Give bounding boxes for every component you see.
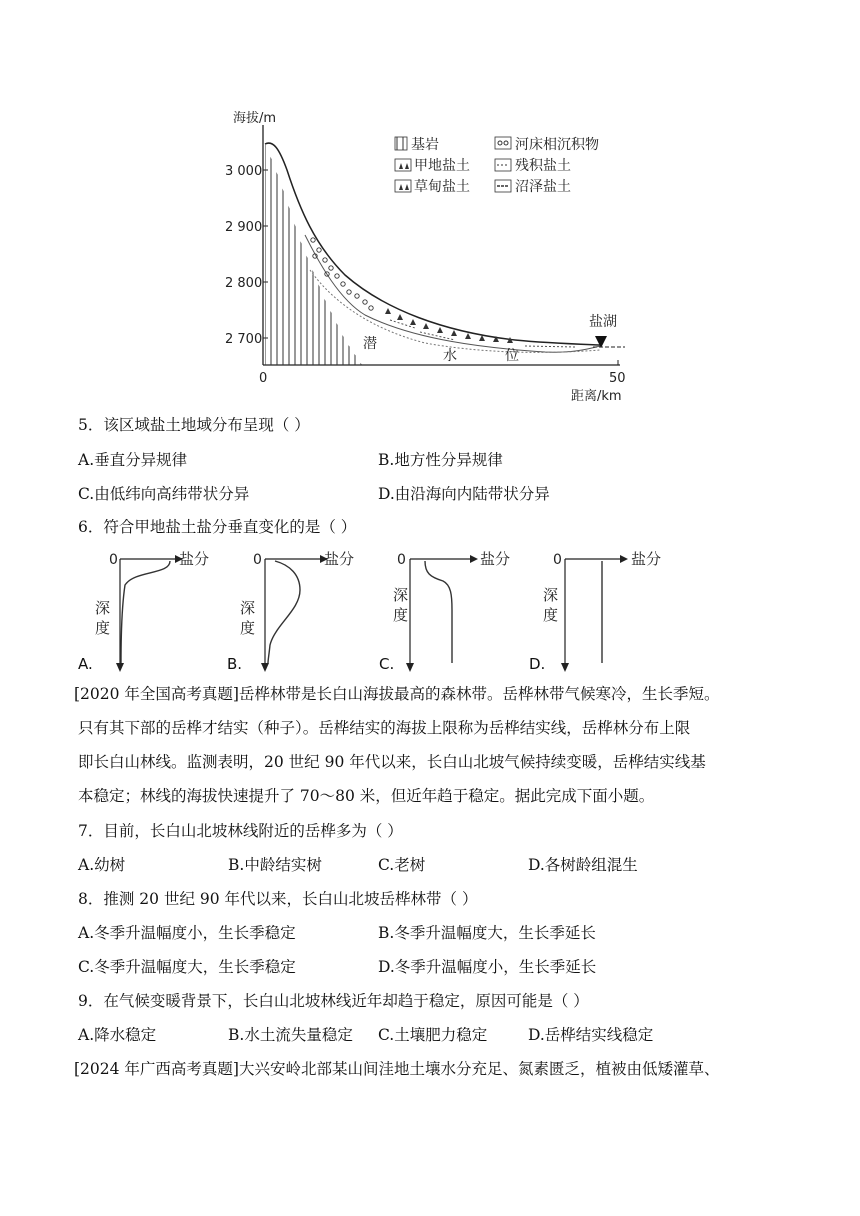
q8-option-b[interactable]: B.冬季升温幅度大，生长季延长 <box>378 924 596 942</box>
question-9-stem: 9．在气候变暖背景下，长白山北坡林线近年却趋于稳定，原因可能是（ ） <box>78 992 589 1010</box>
groundwater-label: 潜 <box>363 336 377 352</box>
passage-1-line: 本稳定；林线的海拔快速提升了 70～80 米，但近年趋于稳定。据此完成下面小题。 <box>78 787 655 805</box>
passage-1-line: 只有其下部的岳桦才结实（种子）。岳桦结实的海拔上限称为岳桦结实线，岳桦林分布上限 <box>78 719 691 737</box>
passage-2-line: [2024 年广西高考真题]大兴安岭北部某山间洼地土壤水分充足、氮素匮乏，植被由低矮灌草、 <box>74 1060 720 1078</box>
legend-bedrock: 基岩 <box>411 137 439 153</box>
svg-text:盐分: 盐分 <box>480 550 511 568</box>
q9-option-c[interactable]: C.土壤肥力稳定 <box>378 1026 488 1044</box>
q5-option-a[interactable]: A.垂直分异规律 <box>78 451 188 469</box>
y-axis-label: 海拔/m <box>233 111 277 126</box>
passage-1-line: [2020 年全国高考真题]岳桦林带是长白山海拔最高的森林带。岳桦林带气候寒冷，生长季短。 <box>74 685 720 703</box>
elevation-profile-figure <box>215 100 645 405</box>
q7-option-c[interactable]: C.老树 <box>378 856 426 874</box>
q5-option-c[interactable]: C.由低纬向高纬带状分异 <box>78 485 250 503</box>
svg-text:度: 度 <box>240 619 256 637</box>
salt-profile-graphs <box>75 545 695 675</box>
svg-text:0: 0 <box>553 552 562 568</box>
q8-option-d[interactable]: D.冬季升温幅度小，生长季延长 <box>378 958 597 976</box>
graph-d <box>529 550 661 673</box>
legend-meadow: 草甸盐土 <box>414 179 470 195</box>
svg-text:0: 0 <box>109 552 118 568</box>
q8-option-a[interactable]: A.冬季升温幅度小，生长季稳定 <box>78 924 296 942</box>
salt-lake-marker-icon <box>595 336 607 348</box>
question-5-stem: 5．该区域盐土地域分布呈现（ ） <box>78 416 310 434</box>
x-tick: 50 <box>609 371 626 386</box>
y-tick: 2 800 <box>225 276 263 291</box>
graph-a-label: A. <box>78 655 93 673</box>
graph-b-label: B. <box>227 655 243 673</box>
q7-option-d[interactable]: D.各树龄组混生 <box>528 856 638 874</box>
legend <box>395 136 599 195</box>
q9-option-d[interactable]: D.岳桦结实线稳定 <box>528 1026 654 1044</box>
q5-option-b[interactable]: B.地方性分异规律 <box>378 451 503 469</box>
svg-text:0: 0 <box>253 552 262 568</box>
passage-1-line: 即长白山林线。监测表明，20 世纪 90 年代以来，长白山北坡气候持续变暖，岳桦结实线基 <box>78 753 706 771</box>
q5-option-d[interactable]: D.由沿海向内陆带状分异 <box>378 485 550 503</box>
svg-text:深: 深 <box>543 586 559 604</box>
graph-c <box>379 550 510 673</box>
q9-option-b[interactable]: B.水土流失量稳定 <box>228 1026 353 1044</box>
svg-text:0: 0 <box>397 552 406 568</box>
svg-text:深: 深 <box>240 599 256 617</box>
y-tick: 2 900 <box>225 220 263 235</box>
graph-a <box>78 550 209 673</box>
svg-text:盐分: 盐分 <box>631 550 662 568</box>
question-8-stem: 8．推测 20 世纪 90 年代以来，长白山北坡岳桦林带（ ） <box>78 890 478 908</box>
q9-option-a[interactable]: A.降水稳定 <box>78 1026 157 1044</box>
question-6-stem: 6．符合甲地盐土盐分垂直变化的是（ ） <box>78 518 357 536</box>
svg-text:深: 深 <box>95 599 111 617</box>
groundwater-label: 水 <box>443 348 457 364</box>
q8-option-c[interactable]: C.冬季升温幅度大，生长季稳定 <box>78 958 296 976</box>
graph-d-label: D. <box>529 655 546 673</box>
q7-option-a[interactable]: A.幼树 <box>78 856 126 874</box>
svg-text:度: 度 <box>393 606 409 624</box>
question-7-stem: 7．目前，长白山北坡林线附近的岳桦多为（ ） <box>78 822 403 840</box>
legend-jiadi: 甲地盐土 <box>414 158 470 174</box>
legend-swamp: 沼泽盐土 <box>515 179 571 195</box>
graph-b <box>227 550 354 673</box>
svg-text:盐分: 盐分 <box>324 550 355 568</box>
svg-text:盐分: 盐分 <box>179 550 210 568</box>
legend-riverbed: 河床相沉积物 <box>515 137 599 153</box>
x-tick: 0 <box>259 371 268 386</box>
q7-option-b[interactable]: B.中龄结实树 <box>228 856 322 874</box>
x-axis-label: 距离/km <box>571 389 622 404</box>
y-tick: 3 000 <box>225 164 263 179</box>
y-tick: 2 700 <box>225 332 263 347</box>
salt-lake-label: 盐湖 <box>589 314 617 330</box>
svg-text:深: 深 <box>393 586 409 604</box>
svg-text:度: 度 <box>543 606 559 624</box>
svg-text:度: 度 <box>95 619 111 637</box>
groundwater-label: 位 <box>505 348 519 364</box>
graph-c-label: C. <box>379 655 395 673</box>
legend-residual: 残积盐土 <box>515 158 571 174</box>
